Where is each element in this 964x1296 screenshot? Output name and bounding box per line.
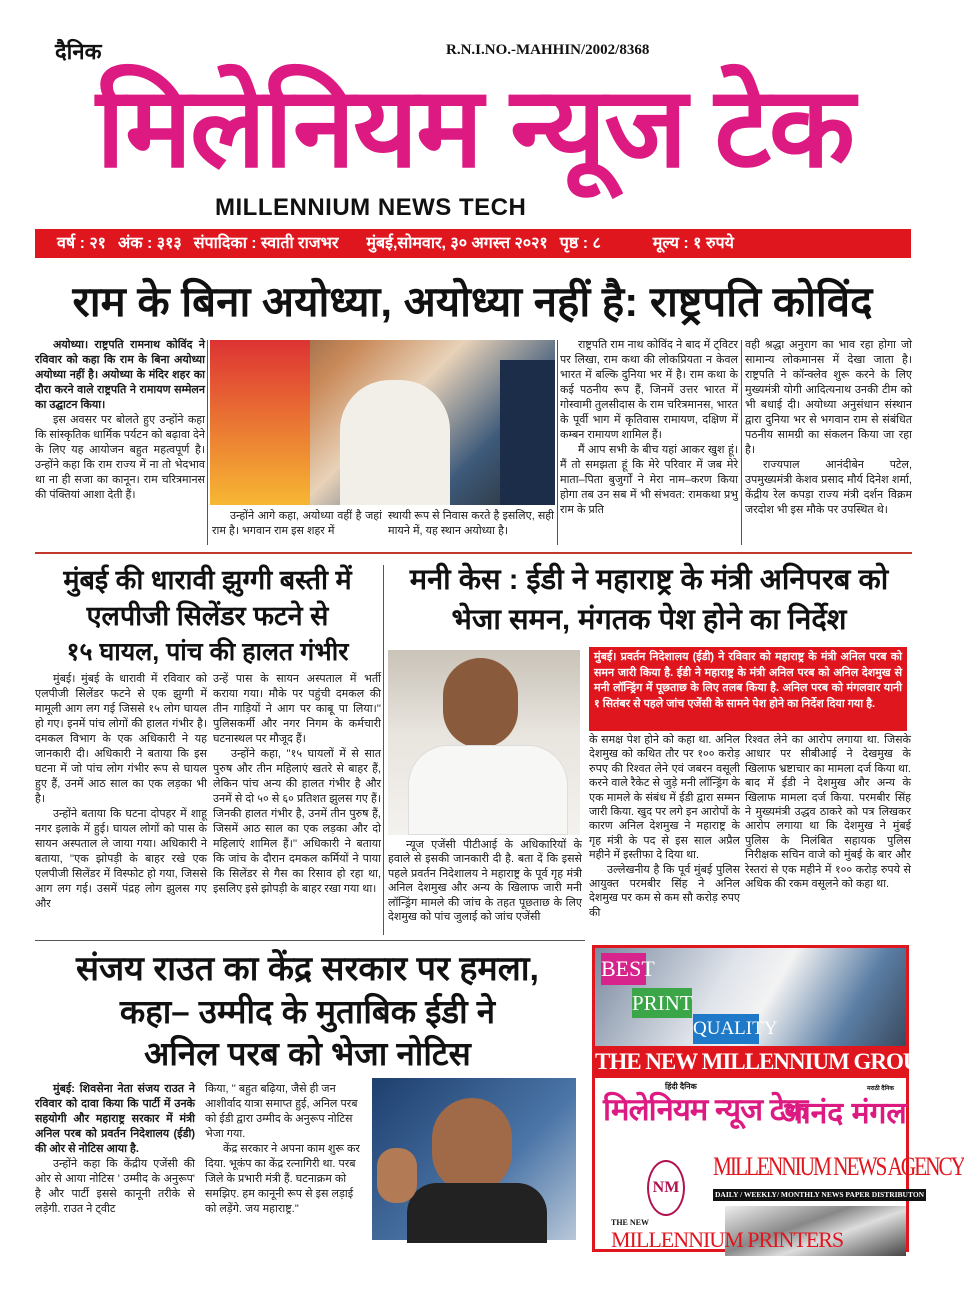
story2-subhead: १५ घायल, पांच की हालत गंभीर	[66, 638, 349, 666]
story3-headline-line: मनी केस : ईडी ने महाराष्ट्र के मंत्री अनिपरब को	[409, 564, 889, 596]
story1-para: मैं आप सभी के बीच यहां आकर खुश हूं। मैं तो समझता हूं कि मेरे परिवार में जब मेरे माता–पिता बुजुर्गों ने मेरा नाम–करण किया होगा तब उन सब में भी संभवत: रामकथा प्रभु राम के प्रति	[560, 444, 738, 516]
story1-para: राज्यपाल आनंदीबेन पटेल, उपमुख्यमंत्री केशव प्रसाद मौर्य दिनेश शर्मा, केंद्रीय रेल कपड़ा राज्य मंत्री दर्शन विक्रम जरदोश भी इस मौके पर उपस्थित थे।	[745, 459, 912, 516]
story4-lead: मुंबई: शिवसेना नेता संजय राउत ने रविवार को दावा किया कि पार्टी में उनके सहयोगी और महाराष्ट्र सरकार में मंत्री अनिल परब को प्रवर्तन निदेशालय (ईडी) की ओर से नोटिस आया है.	[35, 1083, 195, 1155]
story3-para: उल्लेखनीय है कि पूर्व मुंबई पुलिस आयुक्त परमबीर सिंह ने अनिल देशमुख पर कम से कम सौ करोड़ रुपए की	[589, 863, 740, 919]
story3-col3	[745, 733, 911, 891]
story4-headline-l1: संजय राउत का केंद्र सरकार पर हमला,	[75, 950, 540, 988]
story4-headline-l3: अनिल परब को भेजा नोटिस	[144, 1035, 471, 1072]
story1-col3	[560, 338, 738, 518]
issue-editor: संपादिका : स्वाती राजभर	[193, 235, 339, 252]
ad-print: PRINT	[632, 988, 692, 1018]
story1-caption-b	[388, 509, 554, 539]
story3-para: न्यूज एजेंसी पीटीआई के अधिकारियों के हवाले से इसकी जानकारी दी है. बता दें कि इससे पहले प्रवर्तन निदेशालय ने महाराष्ट्र के पूर्व गृह मंत्री अनिल देशमुख और अन्य के खिलाफ जारी मनी लॉन्ड्रिंग मामले की जांच के तहत पूछताछ के लिए देशमुख को पांच जुलाई को जांच एजेंसी	[388, 839, 582, 924]
story3-headline-line: भेजा समन, मंगतक पेश होने का निर्देश	[451, 604, 847, 636]
issue-date: मुंबई,सोमवार, ३० अगस्त्त २०२१	[366, 235, 548, 252]
story2-para: मुंबई। मुंबई के धारावी में रविवार को एलपीजी सिलेंडर फटने से एक झुग्गी में मामूली आग लग गई जिससे १५ लोग घायल हो गए। इनमें पांच लोगों की हालत गंभीर है। दमकल विभाग के एक अधिकारी ने यह जानकारी दी। अधिकारी ने बताया कि इस घटना में जो पांच लोग गंभीर रूप से घायल हुए हैं, उनमें आठ साल का एक लड़का भी है।	[35, 673, 207, 805]
story3-para: रिश्वत लेने का आरोप लगाया था. जिसके आधार पर सीबीआई ने देखमुख के खिलाफ भ्रष्टाचार का मामला दर्ज किया था. बाद में ईडी ने देशमुख और अन्य के खिलाफ मामला दर्ज किया. परमबीर सिंह ने मुख्यमंत्री उद्धव ठाकरे को पत्र लिखकर आरोप लगाया था कि देशमुख ने मुंबई पुलिस के निलंबित सहायक पुलिस निरीक्षक सचिन वाजे को मुंबई के बार और रेस्तरां से एक महीने में १०० करोड़ रुपये से अधिक की रकम वसूलने को कहा था.	[745, 734, 911, 891]
story4-para: केंद्र सरकार ने अपना काम शुरू कर दिया. भूकंप का केंद्र रत्नागिरी था. परब जिले के प्रभारी मंत्री हैं. घटनाक्रम को समझिए. हम कानूनी रूप से इस लड़ाई को लड़ेंगे. जय महाराष्ट्र.''	[205, 1143, 360, 1215]
issue-number: अंक : ३१३	[118, 235, 182, 252]
ad-marathi-daily-label: मराठी दैनिक	[867, 1086, 894, 1092]
story4-para: उन्होंने कहा कि केंद्रीय एजेंसी की ओर से आया नोटिस ' उम्मीद के अनुरूप' है और पार्टी इससे कानूनी तरीके से लड़ेगी. राउत ने ट्वीट	[35, 1158, 195, 1215]
issue-info-bar	[35, 229, 911, 258]
rni-number: R.N.I.NO.-MAHHIN/2002/8368	[446, 42, 650, 58]
story1-caption-text: स्थायी रूप से निवास करते है इसलिए, सही मायने में, यह स्थान अयोध्या है।	[388, 510, 554, 537]
masthead-title: मिलेनियम न्यूज टेक	[96, 65, 853, 190]
ad-group-name: THE NEW MILLENNIUM GROUP	[595, 1046, 906, 1078]
story2-headline-line: मुंबई की धारावी झुग्गी बस्ती में	[63, 565, 352, 595]
story3-headline	[386, 560, 912, 640]
story1-caption-a	[212, 509, 382, 539]
anil-parab-photo	[388, 650, 580, 835]
story4-headline-l2: कहा– उम्मीद के मुताबिक ईडी ने	[119, 993, 496, 1030]
divider	[35, 552, 912, 554]
ad-printers-small: THE NEW	[611, 1218, 650, 1227]
story1-col4	[745, 338, 912, 518]
ad-quality: QUALITY	[693, 1014, 759, 1044]
ad-logo-icon: NM	[647, 1160, 685, 1216]
story2-para: उन्होंने बताया कि घटना दोपहर में शाहू नगर इलाके में हुई। घायल लोगों को पास के सायन अस्पताल ले जाया गया। अधिकारी ने बताया, ''एक झोपड़ी के बाहर रखे एक एलपीजी सिलेंडर में विस्फोट हो गया, जिससे आग लग गई। उसमें पंद्रह लोग झुलस गए और	[35, 808, 207, 910]
story1-lead: अयोध्या। राष्ट्रपति रामनाथ कोविंद ने रविवार को कहा कि राम के बिना अयोध्या अयोध्या नहीं है। अयोध्या के मंदिर शहर का दौरा करने वाले राष्ट्रपति ने रामायण सम्मेलन का उद्घाटन किया।	[35, 339, 205, 411]
ad-hindi-daily-label: हिंदी दैनिक	[665, 1082, 697, 1091]
story1-para: इस अवसर पर बोलते हुए उन्होंने कहा कि सांस्कृतिक धार्मिक पर्यटन को बढ़ावा देने के लिए यह आयोजन बहुत महत्वपूर्ण है। उन्होंने कहा कि राम राज्य में ना तो भेदभाव था ना ही सजा का कानून। राम चरित्रमानस की पंक्तियां आशा देती हैं।	[35, 414, 205, 501]
story3-col1	[388, 838, 582, 924]
issue-year: वर्ष : २१	[57, 235, 107, 252]
story2-headline	[35, 562, 380, 634]
story2-para: उन्होंने कहा, ''१५ घायलों में से सात पुरुष और तीन महिलाएं खतरे से बाहर हैं, लेकिन पांच अन्य की हालत गंभीर है और उनमें से दो ५० से ६० प्रतिशत झुलस गए हैं। जिनकी हालत गंभीर है, उनमें तीन पुरुष हैं, जिसमें आठ साल का एक लड़का और दो महिलाएं शामिल हैं।'' अधिकारी ने बताया कि जांच के दौरान दमकल कर्मियों ने पाया कि सिलेंडर से गैस का रिसाव हो रहा था, इसलिए इसे झोपड़ी के बाहर रखा गया था।	[213, 748, 381, 895]
story3-para: के समक्ष पेश होने को कहा था. अनिल देशमुख को कथित तौर पर १०० करोड़ रुपए की रिश्वत लेने एवं जबरन वसूली करने वाले रैकेट से जुड़े मनी लॉन्ड्रिंग के एक मामले के संबंध में ईडी द्वारा सम्मन जारी किया. खुद पर लगे इन आरोपों के कारण अनिल देशमुख ने महाराष्ट्र के गृह मंत्री के पद से इस साल अप्रैल महीने में इस्तीफा दे दिया था.	[589, 734, 740, 862]
story1-para: राष्ट्रपति राम नाथ कोविंद ने बाद में ट्विटर पर लिखा, राम कथा की लोकप्रियता न केवल भारत में बल्कि दुनिया भर में है। राम कथा के कई पठनीय रूप हैं, जिनमें उत्तर भारत में गोस्वामी तुलसीदास के राम चरित्रमानस, भारत के पूर्वी भाग में कृतिवास रामायण, दक्षिण में कम्बन रामायण शामिल हैं।	[560, 339, 738, 441]
sanjay-raut-photo	[372, 1078, 576, 1240]
ad-paper2: आनंद मंगल	[780, 1097, 907, 1130]
story3-col2	[589, 733, 740, 920]
president-ramayan-photo	[210, 340, 555, 505]
millennium-group-ad	[592, 945, 964, 1252]
ad-printers: MILLENNIUM PRINTERS	[611, 1227, 844, 1252]
issue-page: पृष्ठ : ८	[559, 235, 601, 252]
ad-agency-tagline: DAILY / WEEKLY/ MONTHLY NEWS PAPER DISTRIBUTON	[715, 1190, 925, 1199]
daily-label: दैनिक	[55, 39, 102, 64]
story4-col1	[35, 1082, 195, 1217]
story3-lead-box: मुंबई। प्रवर्तन निदेशालय (ईडी) ने रविवार को महाराष्ट्र के मंत्री अनिल परब को समन जारी किया है. ईडी ने महाराष्ट्र के मंत्री अनिल परब को अनिल देशमुख से मनी लॉन्ड्रिंग में पूछताछ के लिए तलब किया है. अनिल परब को मंगलवार यानी १ सितंबर से पहले जांच एजेंसी के सामने पेश होने का निर्देश दिया गया है.	[589, 647, 907, 731]
story4-para: किया, '' बहुत बढ़िया, जैसे ही जन आशीर्वाद यात्रा समाप्त हुई, अनिल परब को ईडी द्वारा उम्मीद के अनुरूप नोटिस भेजा गया.	[205, 1083, 358, 1140]
issue-price: मूल्य : १ रुपये	[652, 235, 734, 252]
story2-para: उन्हें पास के सायन अस्पताल में भर्ती कराया गया। मौके पर पहुंची दमकल की तीन गाड़ियों ने आग पर काबू पा लिया।'' पुलिसकर्मी और नगर निगम के कर्मचारी घटनास्थल पर मौजूद हैं।	[213, 673, 381, 745]
divider	[35, 940, 585, 941]
story4-col2	[205, 1082, 367, 1217]
ad-best: BEST	[601, 953, 646, 985]
story2-col1	[35, 672, 207, 912]
story2-headline-line: एलपीजी सिलेंडर फटने से	[86, 601, 329, 631]
story1-para: वही श्रद्धा अनुराग का भाव रहा होगा जो सामान्य लोकमानस में देखा जाता है। राष्ट्रपति ने कॉन्क्लेव शुरू करने के लिए मुख्यमंत्री योगी आदित्यनाथ उनकी टीम को भी बधाई दी। अयोध्या अनुसंधान संस्थान द्वारा दुनिया भर से भगवान राम से संबंधित पठनीय सामग्री का संकलन किया जा रहा है।	[745, 339, 912, 456]
ad-agency: MILLENNIUM NEWS AGENCY	[713, 1152, 964, 1181]
story1-col1	[35, 338, 205, 503]
story1-caption-text: उन्होंने आगे कहा, अयोध्या वहीं है जहां राम है। भगवान राम इस शहर में	[212, 510, 382, 537]
story1-headline: राम के बिना अयोध्या, अयोध्या नहीं है: राष्ट्रपति कोविंद	[72, 278, 873, 325]
masthead-english-title: MILLENNIUM NEWS TECH	[215, 194, 527, 221]
ad-paper1: मिलेनियम न्यूज टेक	[603, 1092, 808, 1127]
story2-col2	[213, 672, 381, 897]
